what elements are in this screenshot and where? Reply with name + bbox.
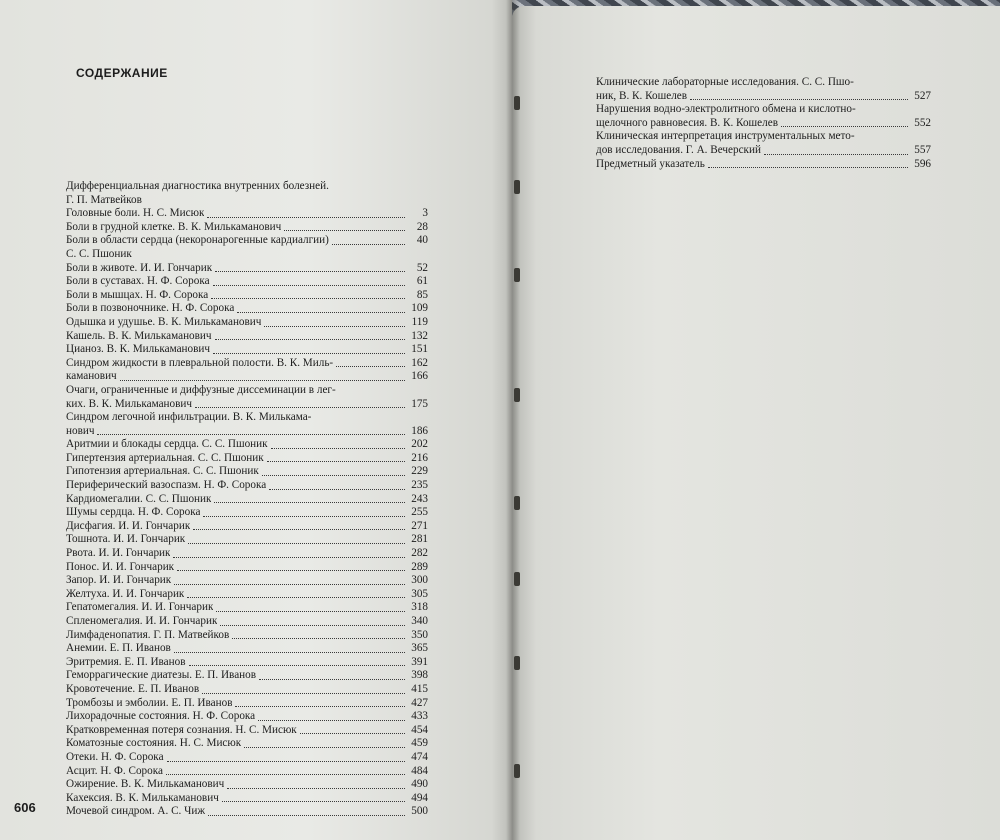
toc-entry — [66, 697, 428, 711]
leader-dots — [764, 154, 908, 155]
leader-dots — [213, 353, 405, 354]
toc-page-number: 255 — [411, 506, 428, 519]
toc-page-number: 175 — [411, 397, 428, 410]
toc-page-number: 186 — [411, 424, 428, 437]
toc-entry — [596, 117, 931, 131]
toc-entry-text: Ожирение. В. К. Милькаманович — [66, 778, 225, 791]
toc-entry-text: Спленомегалия. И. И. Гончарик — [66, 615, 218, 627]
leader-dots — [202, 693, 405, 694]
toc-page-number: 350 — [411, 628, 428, 641]
toc-page-number: 243 — [411, 492, 428, 505]
leader-dots — [264, 326, 405, 327]
toc-entry-text: Боли в области сердца (некоронарогенные кардиалгии) — [66, 234, 329, 247]
toc-page-number: 318 — [411, 601, 428, 614]
toc-page-number: 166 — [411, 370, 428, 383]
toc-entry-text: Кахексия. В. К. Милькаманович — [66, 791, 219, 804]
toc-entry-text: Мочевой синдром. А. С. Чиж — [66, 805, 206, 818]
toc-entry — [66, 656, 428, 670]
toc-entry — [66, 683, 428, 697]
toc-entry-text: Клиническая интерпретация инструментальных мето- — [596, 130, 855, 143]
leader-dots — [781, 126, 908, 127]
toc-entry — [66, 234, 428, 248]
toc-page-number: 271 — [411, 519, 428, 532]
leader-dots — [173, 557, 405, 558]
toc-page-number: 459 — [411, 737, 428, 750]
leader-dots — [120, 380, 405, 381]
toc-entry — [66, 425, 428, 439]
toc-entry — [66, 642, 428, 656]
toc-entry-text: Дисфагия. И. И. Гончарик — [66, 519, 191, 532]
toc-entry-text: Нарушения водно-электролитного обмена и кислотно- — [596, 103, 856, 116]
toc-page-number: 235 — [411, 479, 428, 492]
toc-entry-text: Гипертензия артериальная. С. С. Пшоник — [66, 451, 264, 464]
leader-dots — [271, 448, 405, 449]
toc-entry-text: щелочного равновесия. В. К. Кошелев — [596, 116, 778, 129]
toc-page-number: 398 — [411, 669, 428, 682]
toc-entry — [66, 520, 428, 534]
leader-dots — [203, 516, 405, 517]
toc-entry-text: Дифференциальная диагностика внутренних болезней. — [66, 180, 329, 192]
toc-page-number: 162 — [411, 356, 428, 369]
leader-dots — [208, 815, 405, 816]
leader-dots — [207, 217, 405, 218]
toc-entry-text: Цианоз. В. К. Милькаманович — [66, 343, 211, 356]
leader-dots — [237, 312, 405, 313]
leader-dots — [193, 529, 405, 530]
toc-page-number: 85 — [416, 288, 428, 301]
leader-dots — [195, 407, 405, 408]
toc-entry-text: Лимфаденопатия. Г. П. Матвейков — [66, 628, 230, 641]
toc-entry — [66, 262, 428, 276]
leader-dots — [300, 733, 405, 734]
binding-stitch — [514, 496, 520, 510]
toc-entry-text: дов исследования. Г. А. Вечерский — [596, 143, 761, 156]
toc-entry-text: Лихорадочные состояния. Н. Ф. Сорока — [66, 710, 256, 723]
toc-entry — [66, 615, 428, 629]
toc-entry — [66, 302, 428, 316]
toc-entry-text: Эритремия. Е. П. Иванов — [66, 655, 186, 668]
leader-dots — [211, 298, 405, 299]
toc-page-number: 282 — [411, 547, 428, 560]
toc-entry — [66, 370, 428, 384]
toc-page-number: 494 — [411, 791, 428, 804]
toc-entry-text: Коматозные состояния. Н. С. Мисюк — [66, 737, 242, 750]
toc-entry — [66, 533, 428, 547]
toc-entry — [66, 330, 428, 344]
binding-stitch — [514, 180, 520, 194]
leader-dots — [244, 747, 405, 748]
toc-page-number: 151 — [411, 343, 428, 356]
toc-entry — [596, 130, 931, 144]
leader-dots — [187, 597, 405, 598]
toc-page-number: 119 — [411, 315, 428, 328]
toc-entry — [66, 493, 428, 507]
leader-dots — [189, 665, 405, 666]
toc-page-number: 202 — [411, 438, 428, 451]
toc-entry-text: Тромбозы и эмболии. Е. П. Иванов — [66, 696, 233, 709]
toc-entry-text: Кардиомегалии. С. С. Пшоник — [66, 492, 212, 505]
leader-dots — [214, 502, 405, 503]
toc-page-number: 365 — [411, 642, 428, 655]
toc-page-number: 596 — [914, 157, 931, 170]
toc-entry — [596, 76, 931, 90]
leader-dots — [332, 244, 405, 245]
toc-entry-text: Синдром легочной инфильтрации. В. К. Милькама- — [66, 411, 312, 424]
toc-page-number: 427 — [411, 696, 428, 709]
toc-entry — [66, 574, 428, 588]
toc-page-number: 40 — [416, 234, 428, 247]
toc-entry — [66, 289, 428, 303]
toc-entry-text: нович — [66, 424, 95, 437]
toc-entry-text: Одышка и удушье. В. К. Милькаманович — [66, 315, 262, 328]
toc-page-number: 216 — [411, 451, 428, 464]
leader-dots — [284, 230, 405, 231]
toc-entry — [66, 465, 428, 479]
toc-entry — [66, 479, 428, 493]
toc-entry-text: С. С. Пшоник — [66, 247, 132, 260]
toc-entry — [66, 438, 428, 452]
leader-dots — [269, 489, 405, 490]
toc-entry — [66, 561, 428, 575]
leader-dots — [222, 801, 405, 802]
toc-page-number: 527 — [914, 89, 931, 102]
toc-right-list — [596, 76, 931, 171]
toc-entry-text: Кашель. В. К. Милькаманович — [66, 329, 212, 342]
toc-entry-text: Предметный указатель — [596, 157, 705, 170]
toc-entry — [596, 90, 931, 104]
toc-entry — [66, 452, 428, 466]
toc-page-number: 28 — [416, 220, 428, 233]
toc-entry — [66, 588, 428, 602]
toc-entry — [66, 248, 428, 262]
toc-entry — [66, 316, 428, 330]
toc-entry-text: Тошнота. И. И. Гончарик — [66, 533, 186, 546]
toc-entry — [66, 398, 428, 412]
toc-entry-text: Отеки. Н. Ф. Сорока — [66, 750, 164, 763]
book-gutter — [506, 0, 520, 840]
toc-page-number: 229 — [411, 465, 428, 478]
toc-entry-text: Боли в позвоночнике. Н. Ф. Сорока — [66, 302, 235, 315]
binding-stitch — [514, 268, 520, 282]
toc-page-number: 415 — [411, 682, 428, 695]
leader-dots — [177, 570, 405, 571]
toc-page-number: 391 — [411, 655, 428, 668]
toc-page-number: 132 — [411, 329, 428, 342]
toc-entry — [66, 343, 428, 357]
leader-dots — [188, 543, 405, 544]
binding-stitch — [514, 764, 520, 778]
toc-entry — [596, 103, 931, 117]
toc-page-number: 552 — [914, 116, 931, 129]
toc-entry — [596, 144, 931, 158]
toc-entry — [66, 724, 428, 738]
toc-entry-text: ник, В. К. Кошелев — [596, 89, 688, 102]
toc-entry-text: Кратковременная потеря сознания. Н. С. Мисюк — [66, 723, 297, 736]
toc-page-number: 300 — [411, 574, 428, 587]
toc-entry — [66, 792, 428, 806]
toc-entry-text: Гепатомегалия. И. И. Гончарик — [66, 601, 214, 614]
toc-entry — [66, 710, 428, 724]
binding-stitch — [514, 388, 520, 402]
toc-entry-text: Кровотечение. Е. П. Иванов — [66, 682, 200, 695]
toc-entry-text: Г. П. Матвейков — [66, 193, 142, 206]
binding-stitch — [514, 96, 520, 110]
toc-entry-text: Гипотензия артериальная. С. С. Пшоник — [66, 465, 259, 478]
toc-entry-text: ких. В. К. Милькаманович — [66, 397, 193, 410]
toc-entry-text: Клинические лабораторные исследования. С. С. Пшо- — [596, 76, 854, 88]
toc-page-number: 557 — [914, 143, 931, 156]
toc-entry-text: Анемии. Е. П. Иванов — [66, 642, 171, 655]
toc-page-number: 454 — [411, 723, 428, 736]
toc-entry-text: Головные боли. Н. С. Мисюк — [66, 207, 205, 220]
toc-entry-text: Синдром жидкости в плевральной полости. В. К. Миль- — [66, 356, 334, 369]
toc-entry-text: Боли в грудной клетке. В. К. Милькаманович — [66, 220, 282, 233]
toc-page-number: 484 — [411, 764, 428, 777]
leader-dots — [259, 679, 405, 680]
toc-entry — [66, 778, 428, 792]
toc-entry — [66, 506, 428, 520]
toc-entry-text: Шумы сердца. Н. Ф. Сорока — [66, 506, 201, 519]
toc-entry — [66, 737, 428, 751]
toc-entry — [66, 629, 428, 643]
toc-entry — [66, 357, 428, 371]
toc-page-number: 3 — [422, 207, 428, 220]
leader-dots — [235, 706, 405, 707]
page-title: СОДЕРЖАНИЕ — [76, 66, 168, 80]
toc-entry-text: Боли в суставах. Н. Ф. Сорока — [66, 275, 210, 288]
toc-entry-text: Геморрагические диатезы. Е. П. Иванов — [66, 669, 257, 682]
leader-dots — [174, 652, 405, 653]
toc-page-number: 490 — [411, 778, 428, 791]
toc-entry-text: Понос. И. И. Гончарик — [66, 560, 175, 573]
toc-entry-text: Желтуха. И. И. Гончарик — [66, 587, 185, 600]
leader-dots — [267, 461, 405, 462]
page-number: 606 — [14, 800, 36, 815]
toc-entry — [66, 805, 428, 819]
toc-entry-text: Периферический вазоспазм. Н. Ф. Сорока — [66, 479, 267, 492]
toc-entry — [66, 180, 428, 194]
toc-entry-text: Асцит. Н. Ф. Сорока — [66, 764, 163, 777]
toc-entry — [66, 384, 428, 398]
toc-entry — [66, 547, 428, 561]
toc-page-number: 61 — [416, 275, 428, 288]
leader-dots — [336, 366, 405, 367]
toc-entry-text: Аритмии и блокады сердца. С. С. Пшоник — [66, 438, 268, 451]
leader-dots — [227, 788, 405, 789]
toc-entry — [66, 669, 428, 683]
leader-dots — [220, 625, 405, 626]
toc-entry — [66, 207, 428, 221]
toc-entry — [596, 158, 931, 172]
toc-entry-text: Очаги, ограниченные и диффузные диссеминации в лег- — [66, 383, 336, 396]
leader-dots — [166, 774, 405, 775]
toc-page-number: 289 — [411, 560, 428, 573]
toc-page-number: 305 — [411, 587, 428, 600]
toc-page-number: 500 — [411, 805, 428, 818]
toc-entry — [66, 275, 428, 289]
toc-page-number: 52 — [416, 261, 428, 274]
leader-dots — [167, 761, 405, 762]
leader-dots — [97, 434, 405, 435]
toc-left-list — [66, 180, 428, 819]
toc-entry-text: Рвота. И. И. Гончарик — [66, 547, 171, 560]
leader-dots — [232, 638, 405, 639]
leader-dots — [216, 611, 405, 612]
binding-stitch — [514, 572, 520, 586]
leader-dots — [213, 285, 405, 286]
binding-stitch — [514, 656, 520, 670]
toc-entry-text: Боли в животе. И. И. Гончарик — [66, 261, 213, 274]
toc-page-number: 433 — [411, 710, 428, 723]
toc-page-number: 340 — [411, 615, 428, 627]
toc-entry — [66, 751, 428, 765]
leader-dots — [708, 167, 908, 168]
leader-dots — [174, 584, 405, 585]
toc-entry-text: каманович — [66, 370, 117, 383]
toc-page-number: 109 — [411, 302, 428, 315]
toc-entry — [66, 221, 428, 235]
toc-page-number: 474 — [411, 750, 428, 763]
toc-entry — [66, 411, 428, 425]
toc-page-number: 281 — [411, 533, 428, 546]
leader-dots — [215, 339, 405, 340]
leader-dots — [215, 271, 405, 272]
toc-entry-text: Боли в мышцах. Н. Ф. Сорока — [66, 288, 209, 301]
toc-entry — [66, 194, 428, 208]
toc-entry-text: Запор. И. И. Гончарик — [66, 574, 172, 587]
leader-dots — [690, 99, 908, 100]
leader-dots — [262, 475, 405, 476]
toc-entry — [66, 601, 428, 615]
toc-entry — [66, 765, 428, 779]
leader-dots — [258, 720, 405, 721]
